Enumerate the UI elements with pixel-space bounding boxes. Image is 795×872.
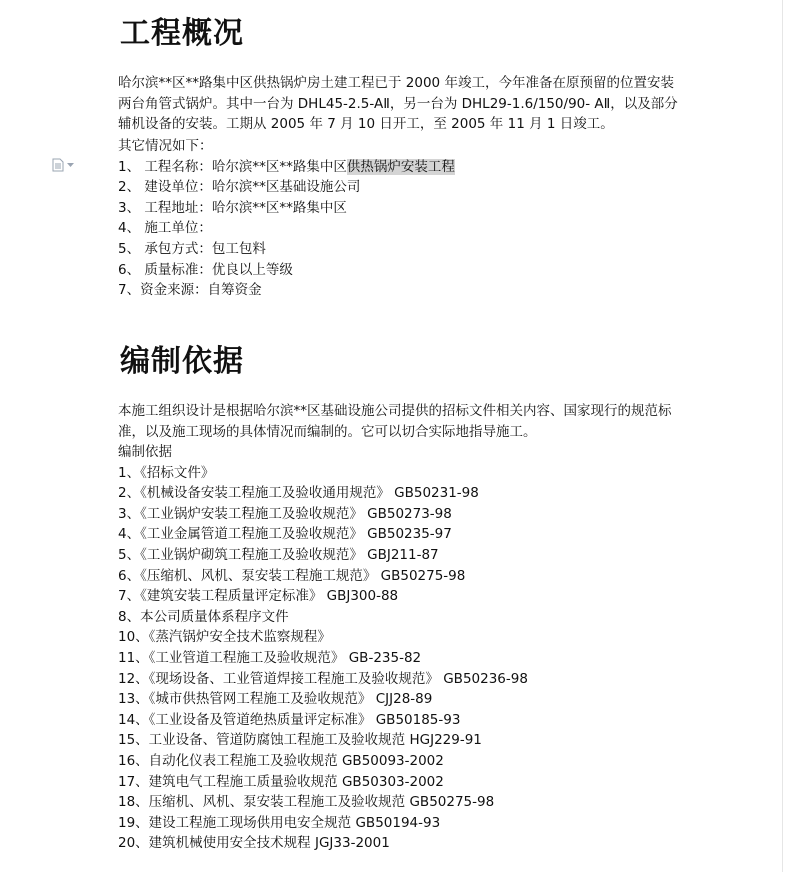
basis-item: 19、建设工程施工现场供用电安全规范 GB50194-93 (118, 814, 441, 831)
overview-list-intro: 其它情况如下： (118, 138, 213, 154)
overview-item: 5、 承包方式：包工包料 (118, 240, 266, 257)
basis-list (118, 442, 528, 854)
basis-item: 8、本公司质量体系程序文件 (118, 608, 289, 625)
basis-item: 1、《招标文件》 (118, 464, 215, 481)
paragraph-options[interactable] (52, 157, 82, 173)
basis-item: 18、压缩机、风机、泵安装工程施工及验收规范 GB50275-98 (118, 794, 495, 811)
overview-item: 4、 施工单位： (118, 220, 212, 237)
basis-item: 4、《工业金属管道工程施工及验收规范》 GB50235-97 (118, 526, 452, 543)
basis-item: 13、《城市供热管网工程施工及验收规范》 CJJ28-89 (118, 691, 433, 708)
basis-item: 20、建筑机械使用安全技术规程 JGJ33-2001 (118, 835, 390, 852)
basis-item: 12、《现场设备、工业管道焊接工程施工及验收规范》 GB50236-98 (118, 670, 528, 687)
basis-list-intro: 编制依据 (118, 444, 172, 460)
basis-item: 10、《蒸汽锅炉安全技术监察规程》 (118, 629, 331, 646)
basis-paragraph: 本施工组织设计是根据哈尔滨**区基础设施公司提供的招标文件相关内容、国家现行的规范标准，以及施工现场的具体情况而编制的。它可以切合实际地指导施工。 (118, 403, 672, 440)
document-icon (52, 158, 64, 172)
basis-item: 16、自动化仪表工程施工及验收规范 GB50093-2002 (118, 752, 444, 769)
chevron-down-icon (67, 163, 74, 168)
section-title-overview: 工程概况 (120, 16, 244, 51)
basis-item: 2、《机械设备安装工程施工及验收通用规范》 GB50231-98 (118, 485, 479, 502)
overview-paragraph: 哈尔滨**区**路集中区供热锅炉房土建工程已于 2000 年竣工，今年准备在原预留的位置安装两台角管式锅炉。其中一台为 DHL45-2.5-AⅡ，另一台为 DHL29-1.6/150/90- AⅡ，以及部分辅机设备的安装。工期从 2005 年 7 月 10 日开工，至 2005 年 11 月 1 日竣工。 (118, 75, 678, 132)
selected-text[interactable]: 供热锅炉安装工程 (346, 158, 455, 175)
overview-list (118, 136, 455, 301)
overview-item: 7、资金来源：自筹资金 (118, 282, 262, 299)
basis-item: 6、《压缩机、风机、泵安装工程施工规范》 GB50275-98 (118, 567, 466, 584)
overview-item-1-text: 1、 工程名称：哈尔滨**区**路集中区 (118, 158, 347, 175)
section-title-basis: 编制依据 (120, 344, 244, 379)
page-edge (782, 0, 783, 872)
basis-item: 17、建筑电气工程施工质量验收规范 GB50303-2002 (118, 773, 444, 790)
basis-item: 11、《工业管道工程施工及验收规范》 GB-235-82 (118, 649, 422, 666)
basis-item: 15、工业设备、管道防腐蚀工程施工及验收规范 HGJ229-91 (118, 732, 482, 749)
overview-item: 2、 建设单位：哈尔滨**区基础设施公司 (118, 179, 361, 196)
overview-item: 3、 工程地址：哈尔滨**区**路集中区 (118, 199, 347, 216)
overview-item: 6、 质量标准：优良以上等级 (118, 261, 293, 278)
basis-item: 14、《工业设备及管道绝热质量评定标准》 GB50185-93 (118, 711, 461, 728)
overview-item-1 (118, 157, 455, 178)
basis-item: 7、《建筑安装工程质量评定标准》 GBJ300-88 (118, 588, 399, 605)
basis-item: 3、《工业锅炉安装工程施工及验收规范》 GB50273-98 (118, 505, 452, 522)
basis-item: 5、《工业锅炉砌筑工程施工及验收规范》 GBJ211-87 (118, 546, 439, 563)
